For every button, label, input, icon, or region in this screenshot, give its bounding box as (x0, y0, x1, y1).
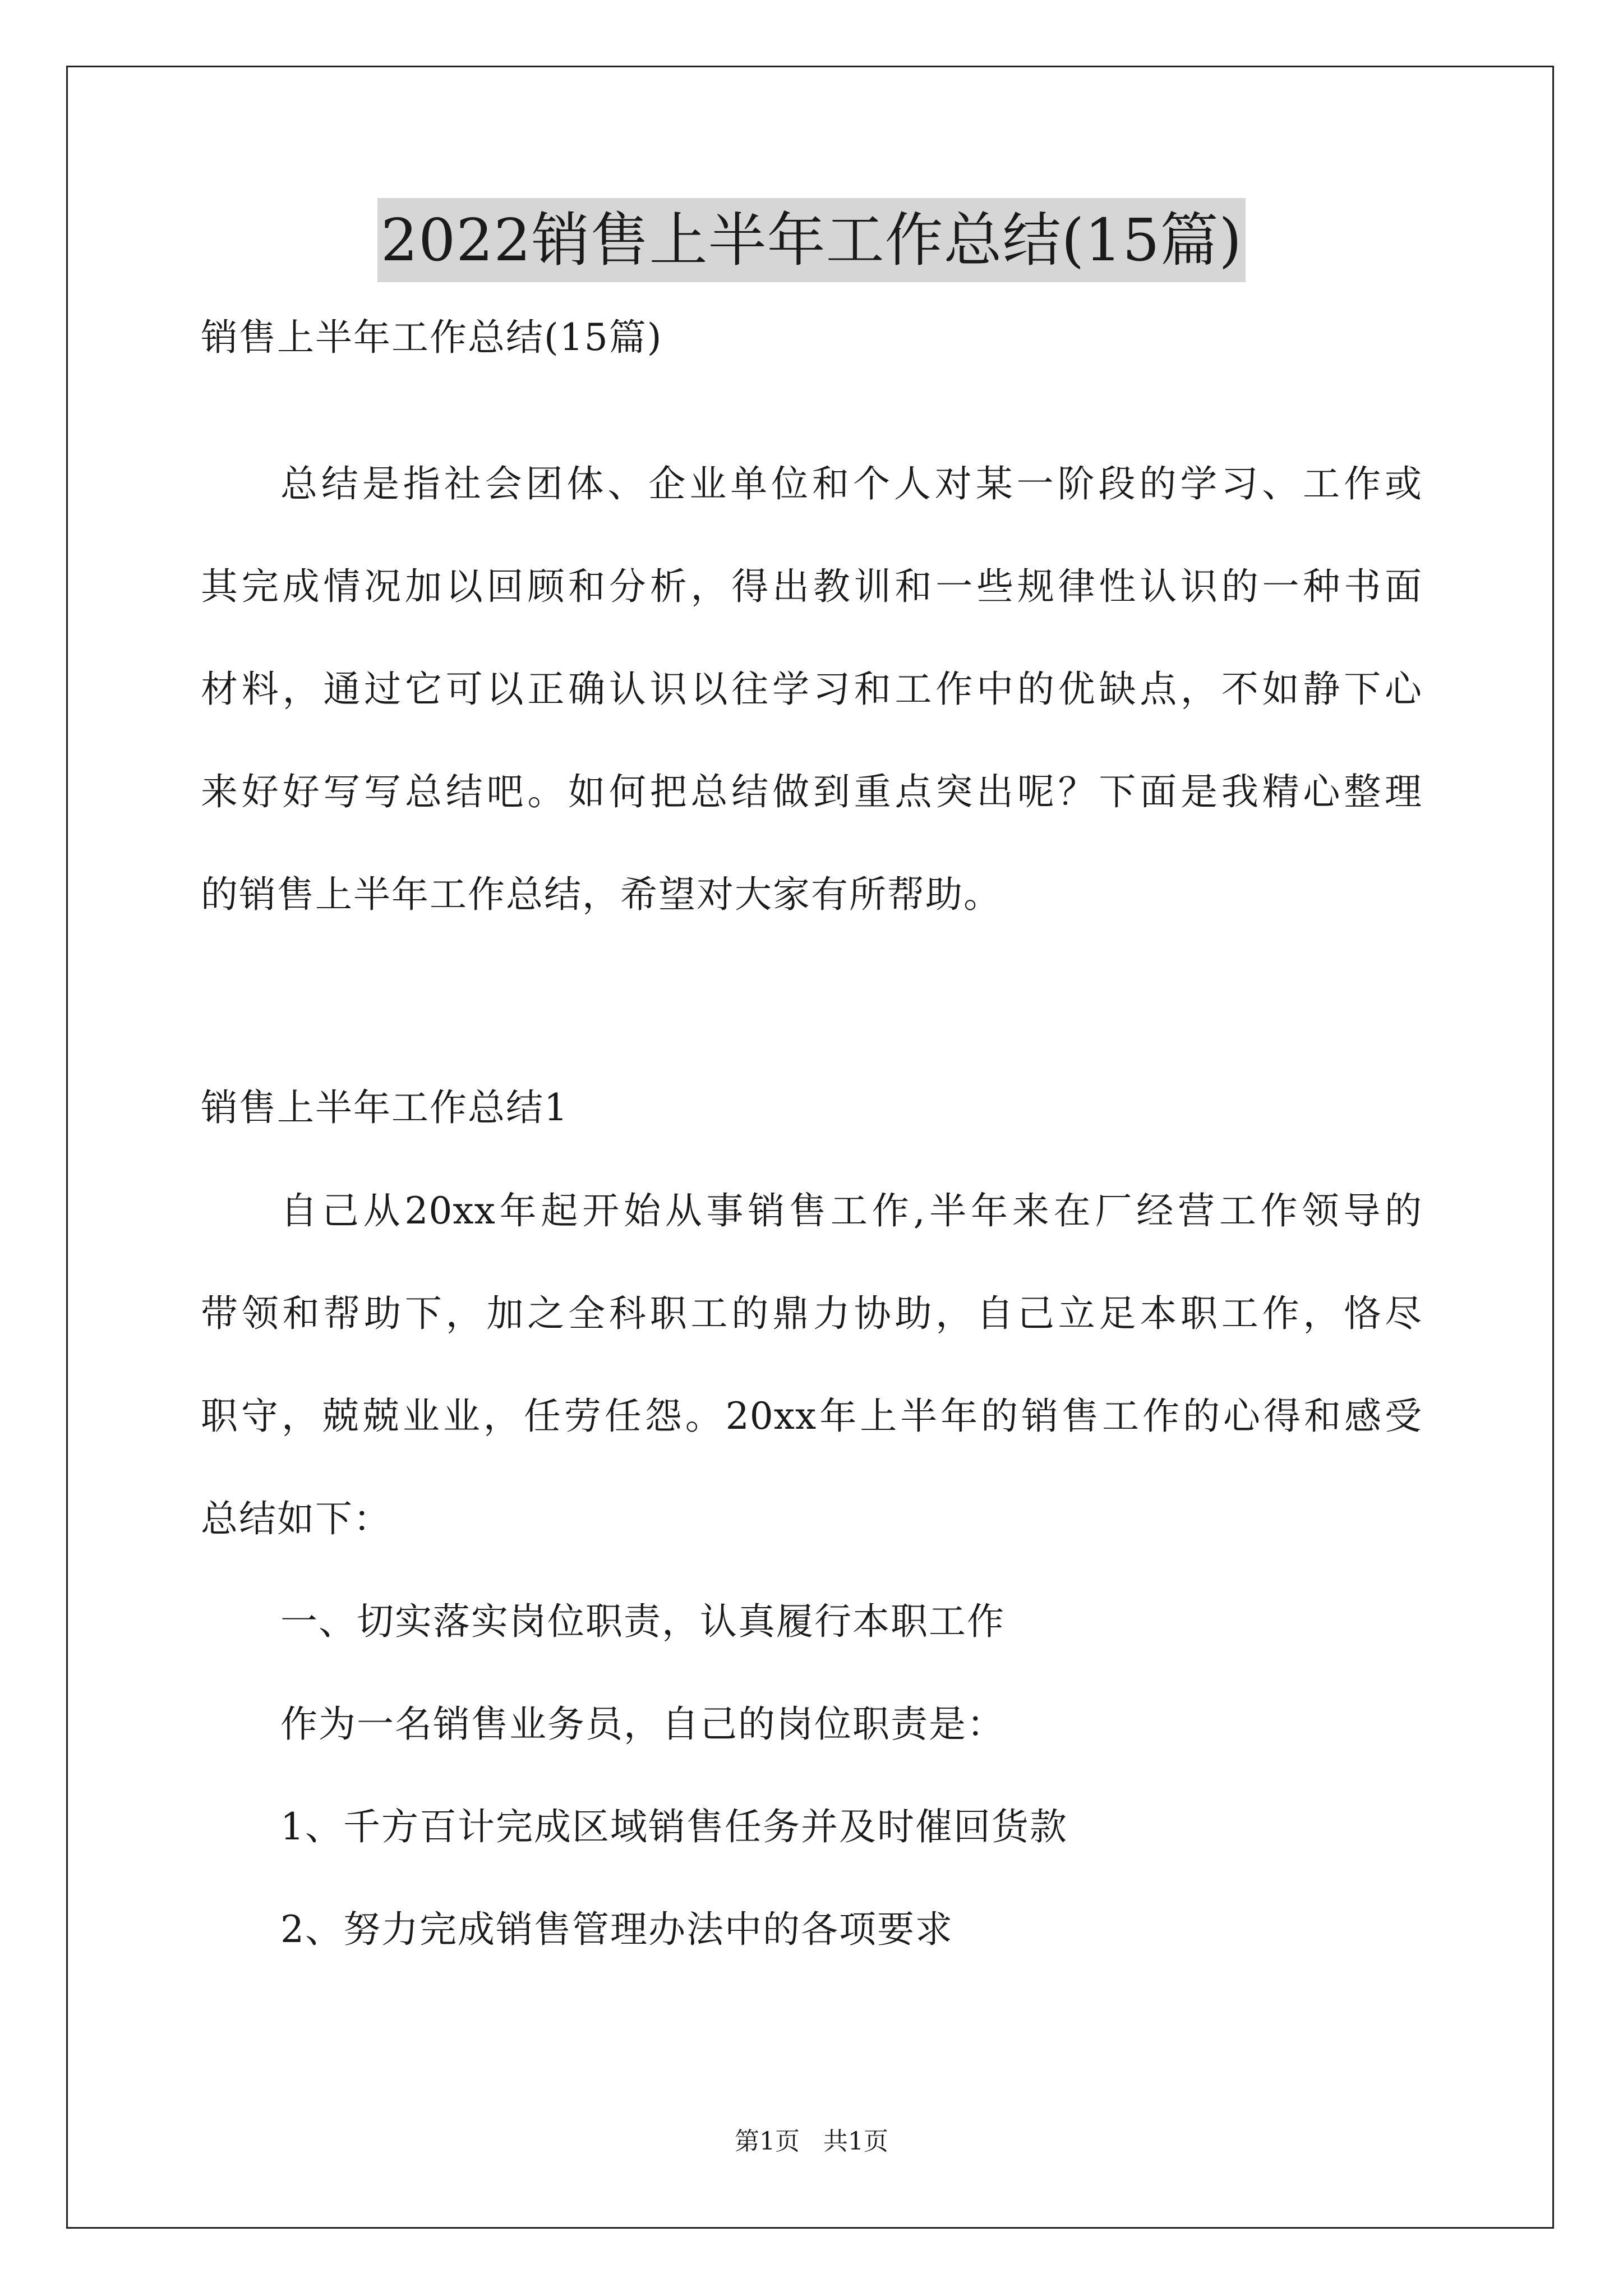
intro-line-2: 其完成情况加以回顾和分析，得出教训和一些规律性认识的一种书面 (201, 565, 1422, 608)
document-subtitle: 销售上半年工作总结(15篇) (201, 316, 663, 359)
page-footer: 第1页 共1页 (735, 2127, 888, 2156)
document-title: 2022销售上半年工作总结(15篇) (377, 198, 1246, 282)
title-area (0, 198, 1623, 282)
intro-line-1: 总结是指社会团体、企业单位和个人对某一阶段的学习、工作或 (280, 462, 1422, 505)
point-heading: 一、切实落实岗位职责，认真履行本职工作 (280, 1600, 1005, 1643)
duty-item-1: 1、千方百计完成区域销售任务并及时催回货款 (280, 1805, 1068, 1848)
intro-line-4: 来好好写写总结吧。如何把总结做到重点突出呢？下面是我精心整理 (201, 770, 1422, 813)
section-line-4: 总结如下： (201, 1497, 391, 1540)
intro-line-5: 的销售上半年工作总结，希望对大家有所帮助。 (201, 873, 1002, 916)
section-line-1: 自己从20xx年起开始从事销售工作,半年来在厂经营工作领导的 (280, 1189, 1422, 1232)
duties-intro: 作为一名销售业务员，自己的岗位职责是： (280, 1703, 1005, 1746)
section-line-2: 带领和帮助下，加之全科职工的鼎力协助，自己立足本职工作，恪尽 (201, 1292, 1422, 1335)
section-heading: 销售上半年工作总结1 (201, 1086, 569, 1129)
duty-item-2: 2、努力完成销售管理办法中的各项要求 (280, 1908, 953, 1951)
section-line-3: 职守，兢兢业业，任劳任怨。20xx年上半年的销售工作的心得和感受 (201, 1395, 1422, 1438)
intro-line-3: 材料，通过它可以正确认识以往学习和工作中的优缺点，不如静下心 (201, 668, 1422, 711)
